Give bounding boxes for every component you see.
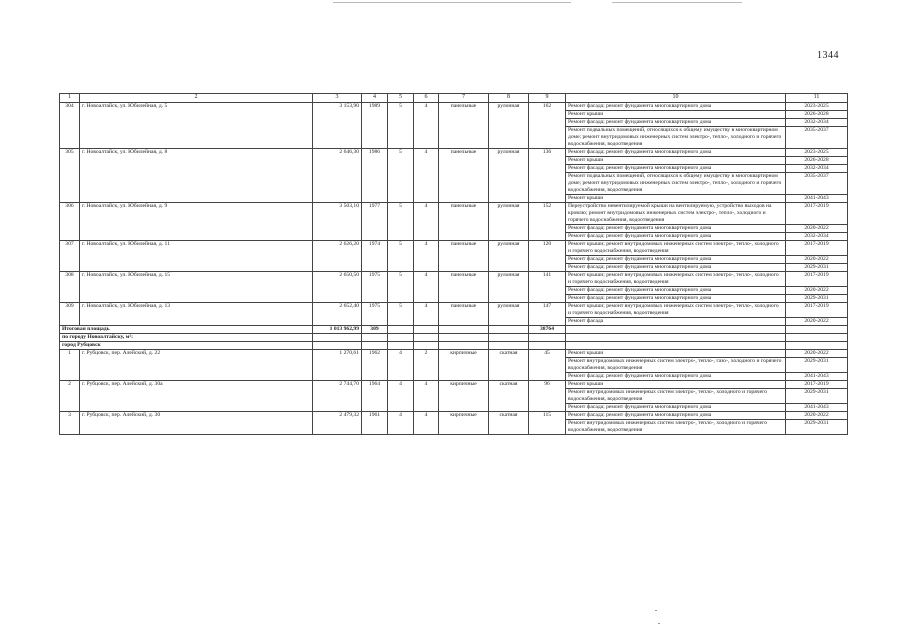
residents-cell: 147 [529, 303, 566, 326]
floors-cell: 5 [388, 149, 414, 203]
roof-type-cell: рулонная [489, 272, 529, 303]
table-cell [786, 326, 848, 334]
table-row [60, 103, 848, 111]
total-residents: 38764 [529, 326, 566, 334]
row-number: 2 [60, 381, 80, 412]
table-cell [362, 342, 388, 350]
period-cell: 2020-2022 [786, 318, 848, 326]
column-number: 2 [80, 94, 313, 103]
floors-cell: 5 [388, 272, 414, 303]
roof-type-cell: рулонная [489, 241, 529, 272]
work-cell: Ремонт крыши [566, 350, 786, 358]
period-cell: 2020-2022 [786, 412, 848, 420]
residents-cell: 136 [529, 149, 566, 203]
address-cell: г. Рубцовск, пер. Алейский, д. 30а [80, 381, 313, 412]
table-cell [414, 342, 439, 350]
column-number: 3 [313, 94, 362, 103]
entrances-cell: 4 [414, 149, 439, 203]
table-cell [489, 334, 529, 342]
work-cell: Ремонт фасада; ремонт фундамента многоквартирного дома [566, 225, 786, 233]
period-cell: 2035-2037 [786, 127, 848, 149]
row-number: 307 [60, 241, 80, 272]
work-cell: Ремонт крыши; ремонт внутридомовых инженерных систем электро-, тепло-, холодного и горячего водоснабжения, водоотведения [566, 303, 786, 318]
total-row [60, 326, 848, 334]
table-cell [566, 326, 786, 334]
table-cell [439, 334, 489, 342]
work-cell: Ремонт подвальных помещений, относящихся к общему имуществу в многоквартирном доме; ремонт внутридомовых инженерных систем электро-, тепло-, холодного и горячего водоснабжения, водоотведения [566, 173, 786, 195]
table-row [60, 241, 848, 256]
table-row [60, 412, 848, 420]
column-number: 6 [414, 94, 439, 103]
period-cell: 2035-2037 [786, 173, 848, 195]
entrances-cell: 4 [414, 412, 439, 435]
floors-cell: 4 [388, 350, 414, 381]
total-label: Итоговая площадь [60, 326, 313, 334]
table-row [60, 350, 848, 358]
year-cell: 1974 [362, 241, 388, 272]
floors-cell: 4 [388, 412, 414, 435]
period-cell: 2041-2043 [786, 404, 848, 412]
column-number: 5 [388, 94, 414, 103]
work-cell: Ремонт крыши [566, 111, 786, 119]
period-cell: 2029-2031 [786, 420, 848, 435]
wall-material-cell: панельные [439, 149, 489, 203]
address-cell: г. Новоалтайск, ул. Юбилейная, д. 9 [80, 203, 313, 241]
column-number: 8 [489, 94, 529, 103]
address-cell: г. Рубцовск, пер. Алейский, д. 22 [80, 350, 313, 381]
row-number: 308 [60, 272, 80, 303]
period-cell: 2029-2031 [786, 389, 848, 404]
year-cell: 1964 [362, 381, 388, 412]
period-cell: 2029-2031 [786, 264, 848, 272]
period-cell: 2029-2031 [786, 358, 848, 373]
wall-material-cell: панельные [439, 303, 489, 326]
work-cell: Ремонт крыши; ремонт внутридомовых инженерных систем электро-, тепло-, холодного и горячего водоснабжения, водоотведения [566, 241, 786, 256]
work-cell: Переустройство невентилируемой крыши на вентилируемую, устройство выходов на кровлю; ремонт внутридомовых инженерных систем электро-, тепло-, холодного и горячего водоснабжения, водоотведения [566, 203, 786, 225]
work-cell: Ремонт фасада; ремонт фундамента многоквартирного дома [566, 287, 786, 295]
period-cell: 2023-2025 [786, 149, 848, 157]
period-cell: 2020-2022 [786, 256, 848, 264]
period-cell: 2020-2022 [786, 225, 848, 233]
table-cell [489, 342, 529, 350]
table-row [60, 303, 848, 318]
entrances-cell: 4 [414, 203, 439, 241]
table-cell [414, 326, 439, 334]
floors-cell: 5 [388, 241, 414, 272]
work-cell: Ремонт фасада; ремонт фундамента многоквартирного дома [566, 264, 786, 272]
work-cell: Ремонт внутридомовых инженерных систем электро-, тепло-, холодного и горячего водоснабжения, водоотведения [566, 389, 786, 404]
work-cell: Ремонт фасада [566, 318, 786, 326]
period-cell: 2032-2034 [786, 119, 848, 127]
work-cell: Ремонт фасада; ремонт фундамента многоквартирного дома [566, 165, 786, 173]
scan-artifact-line [333, 2, 571, 3]
wall-material-cell: панельные [439, 203, 489, 241]
roof-type-cell: рулонная [489, 203, 529, 241]
column-number: 10 [566, 94, 786, 103]
table-cell [529, 342, 566, 350]
floors-cell: 4 [388, 381, 414, 412]
work-cell: Ремонт фасада; ремонт фундамента многоквартирного дома [566, 119, 786, 127]
work-cell: Ремонт фасада; ремонт фундамента многоквартирного дома [566, 233, 786, 241]
table-row [60, 149, 848, 157]
period-cell: 2029-2031 [786, 295, 848, 303]
address-cell: г. Новоалтайск, ул. Юбилейная, д. 15 [80, 272, 313, 303]
year-cell: 1961 [362, 412, 388, 435]
year-cell: 1989 [362, 103, 388, 149]
entrances-cell: 4 [414, 272, 439, 303]
column-number: 11 [786, 94, 848, 103]
table-row [60, 272, 848, 287]
work-cell: Ремонт крыши [566, 195, 786, 203]
year-cell: 1962 [362, 350, 388, 381]
work-cell: Ремонт фасада; ремонт фундамента многоквартирного дома [566, 103, 786, 111]
entrances-cell: 4 [414, 103, 439, 149]
column-number-row [60, 94, 848, 103]
area-cell: 2 479,32 [313, 412, 362, 435]
capital-repair-table [59, 93, 848, 435]
area-cell: 3 153,90 [313, 103, 362, 149]
floors-cell: 5 [388, 103, 414, 149]
year-cell: 1977 [362, 203, 388, 241]
total-subtitle-row [60, 334, 848, 342]
period-cell: 2026-2028 [786, 157, 848, 165]
work-cell: Ремонт крыши [566, 381, 786, 389]
work-cell: Ремонт фасада; ремонт фундамента многоквартирного дома [566, 256, 786, 264]
wall-material-cell: кирпичные [439, 412, 489, 435]
area-cell: 2 626,20 [313, 241, 362, 272]
entrances-cell: 4 [414, 381, 439, 412]
table-cell [489, 326, 529, 334]
total-sublabel: по городу Новоалтайску, м²: [60, 334, 313, 342]
area-cell: 2 744,70 [313, 381, 362, 412]
roof-type-cell: рулонная [489, 303, 529, 326]
table-cell [388, 334, 414, 342]
table-cell [313, 342, 362, 350]
area-cell: 2 652,40 [313, 303, 362, 326]
table-cell [388, 342, 414, 350]
area-cell: 2 650,50 [313, 272, 362, 303]
total-area: 1 013 962,99 [313, 326, 362, 334]
table-cell [439, 342, 489, 350]
row-number: 305 [60, 149, 80, 203]
residents-cell: 115 [529, 412, 566, 435]
area-cell: 2 646,30 [313, 149, 362, 203]
area-cell: 1 270,61 [313, 350, 362, 381]
table-row [60, 203, 848, 225]
address-cell: г. Новоалтайск, ул. Юбилейная, д. 13 [80, 303, 313, 326]
work-cell: Ремонт фасада; ремонт фундамента многоквартирного дома [566, 412, 786, 420]
column-number: 9 [529, 94, 566, 103]
entrances-cell: 4 [414, 303, 439, 326]
period-cell: 2032-2034 [786, 233, 848, 241]
address-cell: г. Новоалтайск, ул. Юбилейная, д. 8 [80, 149, 313, 203]
row-number: 3 [60, 412, 80, 435]
wall-material-cell: кирпичные [439, 381, 489, 412]
residents-cell: 152 [529, 203, 566, 241]
floors-cell: 5 [388, 203, 414, 241]
period-cell: 2032-2034 [786, 165, 848, 173]
row-number: 1 [60, 350, 80, 381]
work-cell: Ремонт фасада; ремонт фундамента многоквартирного дома [566, 149, 786, 157]
work-cell: Ремонт внутридомовых инженерных систем электро-, тепло-, газо-, холодного и горячего водоснабжения, водоотведения [566, 358, 786, 373]
column-number: 4 [362, 94, 388, 103]
period-cell: 2026-2028 [786, 111, 848, 119]
period-cell: 2017-2019 [786, 381, 848, 389]
table-cell [388, 326, 414, 334]
period-cell: 2017-2019 [786, 272, 848, 287]
scan-artifact [658, 623, 660, 624]
row-number: 309 [60, 303, 80, 326]
wall-material-cell: панельные [439, 272, 489, 303]
year-cell: 1975 [362, 272, 388, 303]
period-cell: 2041-2043 [786, 195, 848, 203]
residents-cell: 141 [529, 272, 566, 303]
column-number: 1 [60, 94, 80, 103]
work-cell: Ремонт фасада; ремонт фундамента многоквартирного дома [566, 404, 786, 412]
work-cell: Ремонт крыши; ремонт внутридомовых инженерных систем электро-, тепло-, холодного и горячего водоснабжения, водоотведения [566, 272, 786, 287]
floors-cell: 5 [388, 303, 414, 326]
wall-material-cell: панельные [439, 241, 489, 272]
work-cell: Ремонт подвальных помещений, относящихся к общему имуществу в многоквартирном доме; ремонт внутридомовых инженерных систем электро-, тепло-, холодного и горячего водоснабжения, водоотведения [566, 127, 786, 149]
scan-artifact [655, 610, 657, 611]
entrances-cell: 2 [414, 350, 439, 381]
residents-cell: 45 [529, 350, 566, 381]
address-cell: г. Рубцовск, пер. Алейский, д. 30 [80, 412, 313, 435]
residents-cell: 96 [529, 381, 566, 412]
table-cell [566, 334, 786, 342]
column-number: 7 [439, 94, 489, 103]
entrances-cell: 4 [414, 241, 439, 272]
year-cell: 1986 [362, 149, 388, 203]
table-cell [362, 334, 388, 342]
year-cell: 1975 [362, 303, 388, 326]
row-number: 304 [60, 103, 80, 149]
address-cell: г. Новоалтайск, ул. Юбилейная, д. 11 [80, 241, 313, 272]
period-cell: 2023-2025 [786, 103, 848, 111]
work-cell: Ремонт внутридомовых инженерных систем электро-, тепло-, холодного и горячего водоснабжения, водоотведения [566, 420, 786, 435]
total-count: 309 [362, 326, 388, 334]
table-row [60, 381, 848, 389]
page-number: 1344 [817, 50, 839, 61]
city-header: город Рубцовск [60, 342, 313, 350]
roof-type-cell: скатная [489, 381, 529, 412]
roof-type-cell: скатная [489, 412, 529, 435]
table-cell [439, 326, 489, 334]
table-cell [414, 334, 439, 342]
table-cell [529, 334, 566, 342]
period-cell: 2020-2022 [786, 350, 848, 358]
roof-type-cell: рулонная [489, 149, 529, 203]
table-cell [566, 342, 786, 350]
residents-cell: 162 [529, 103, 566, 149]
city-header-row [60, 342, 848, 350]
period-cell: 2041-2043 [786, 373, 848, 381]
table-cell [786, 334, 848, 342]
roof-type-cell: рулонная [489, 103, 529, 149]
period-cell: 2020-2022 [786, 287, 848, 295]
period-cell: 2017-2019 [786, 241, 848, 256]
wall-material-cell: кирпичные [439, 350, 489, 381]
work-cell: Ремонт крыши [566, 157, 786, 165]
work-cell: Ремонт фасада; ремонт фундамента многоквартирного дома [566, 295, 786, 303]
area-cell: 3 503,10 [313, 203, 362, 241]
table-cell [786, 342, 848, 350]
roof-type-cell: скатная [489, 350, 529, 381]
table-cell [313, 334, 362, 342]
address-cell: г. Новоалтайск, ул. Юбилейная, д. 5 [80, 103, 313, 149]
residents-cell: 120 [529, 241, 566, 272]
scan-artifact-line [612, 2, 742, 3]
period-cell: 2017-2019 [786, 303, 848, 318]
wall-material-cell: панельные [439, 103, 489, 149]
work-cell: Ремонт фасада; ремонт фундамента многоквартирного дома [566, 373, 786, 381]
period-cell: 2017-2019 [786, 203, 848, 225]
row-number: 306 [60, 203, 80, 241]
